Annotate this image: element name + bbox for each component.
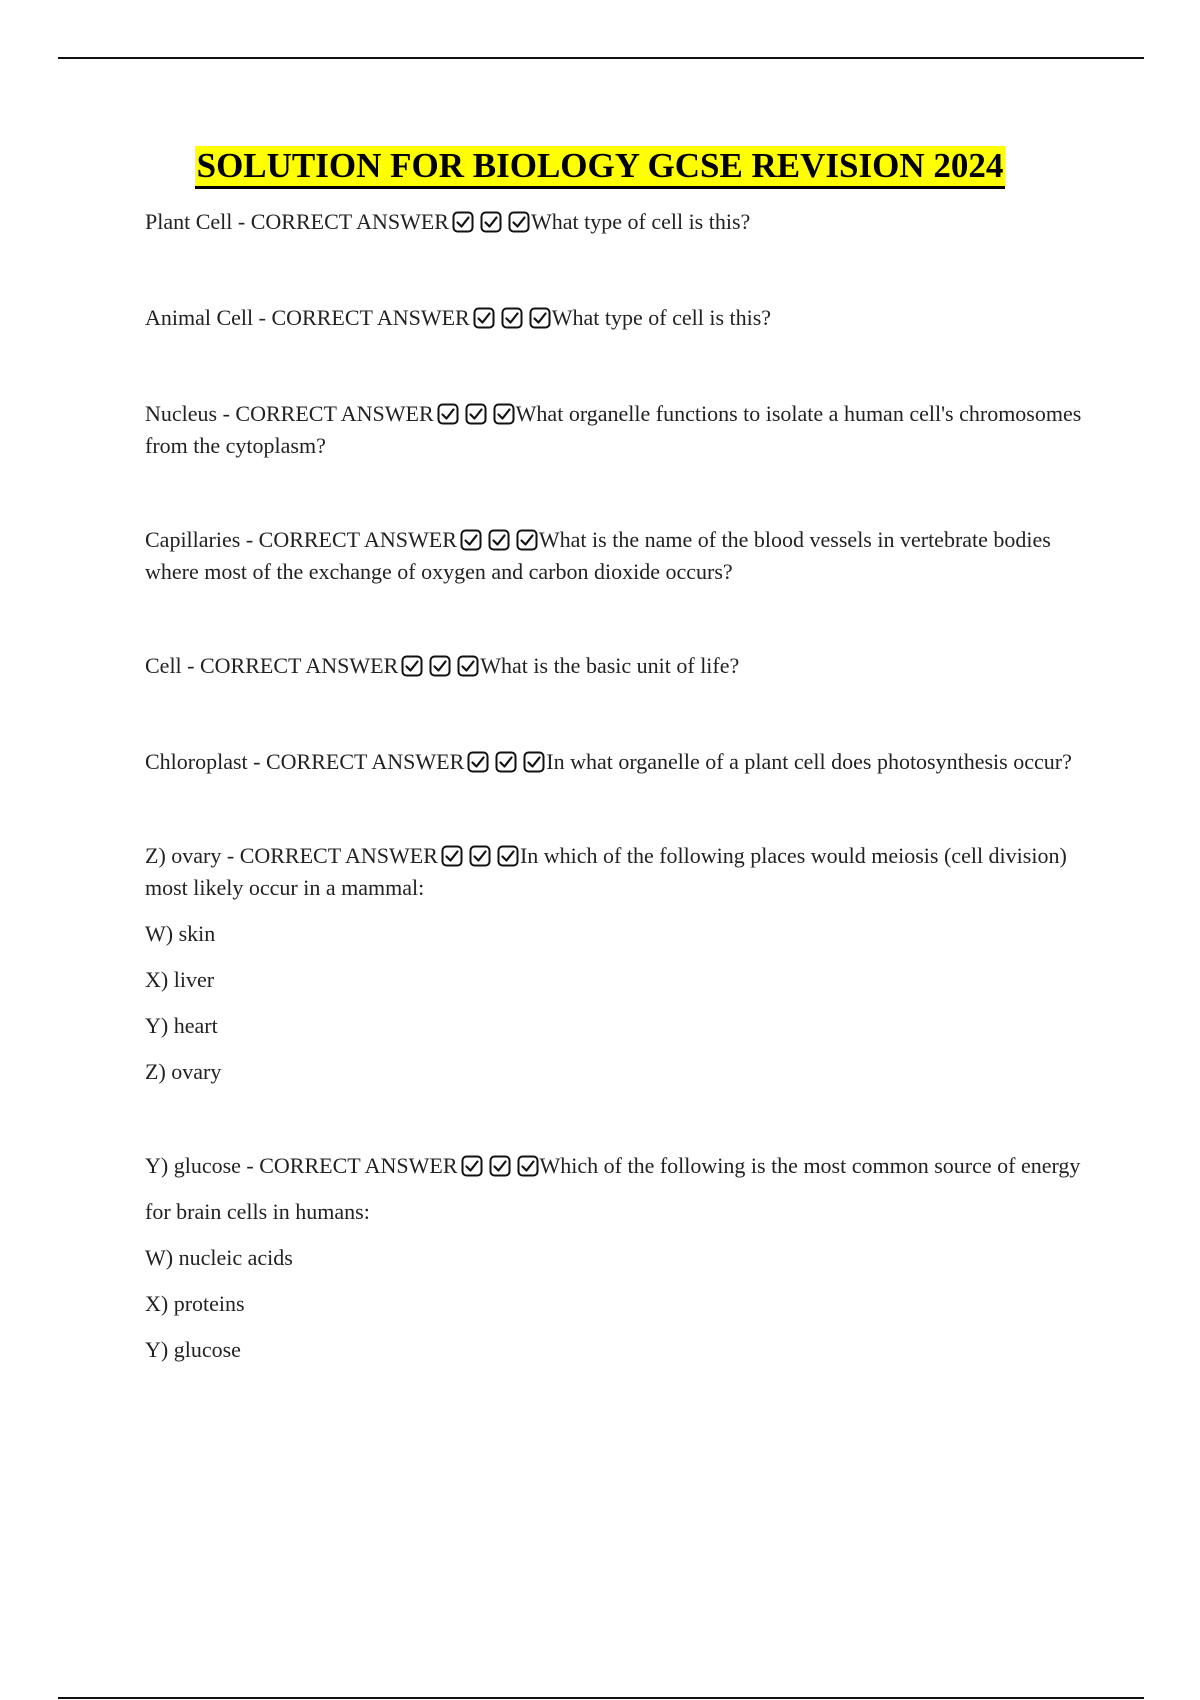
question-text: What is the basic unit of life?	[480, 653, 740, 678]
question-text: Which of the following is the most common source of energy	[539, 1153, 1081, 1178]
checkbox-checked-icon	[493, 403, 515, 425]
checkbox-checked-icon	[469, 845, 491, 867]
checkbox-checked-icon	[461, 1155, 483, 1177]
answer-text: Cell	[145, 653, 182, 678]
checkbox-checked-icon	[495, 751, 517, 773]
checkbox-checked-icon	[473, 307, 495, 329]
check-marks	[473, 307, 551, 329]
answer-text: Y) glucose	[145, 1153, 241, 1178]
answer-text: Plant Cell	[145, 209, 233, 234]
question-text: In which of the following places would meiosis (cell division) most likely occur in a mammal:	[145, 843, 1067, 900]
check-marks	[467, 751, 545, 773]
checkbox-checked-icon	[488, 529, 510, 551]
question-text: What type of cell is this?	[530, 209, 751, 234]
checkbox-checked-icon	[497, 845, 519, 867]
qa-entry	[145, 302, 1100, 334]
checkbox-checked-icon	[401, 655, 423, 677]
qa-entry	[145, 840, 1100, 904]
checkbox-checked-icon	[508, 211, 530, 233]
checkbox-checked-icon	[465, 403, 487, 425]
answer-text: Nucleus	[145, 401, 218, 426]
answer-text: Chloroplast	[145, 749, 248, 774]
option-item: W) skin	[145, 921, 216, 946]
qa-entry	[145, 650, 1100, 682]
question-continuation: for brain cells in humans:	[145, 1199, 370, 1224]
answer-tag: CORRECT ANSWER	[259, 1153, 458, 1178]
answer-tag: CORRECT ANSWER	[271, 305, 470, 330]
separator: -	[181, 653, 200, 678]
separator: -	[221, 843, 240, 868]
check-marks	[460, 529, 538, 551]
checkbox-checked-icon	[480, 211, 502, 233]
qa-entry	[145, 1150, 1100, 1182]
checkbox-checked-icon	[460, 529, 482, 551]
qa-entry	[145, 524, 1100, 588]
checkbox-checked-icon	[429, 655, 451, 677]
check-marks	[441, 845, 519, 867]
bottom-rule	[58, 1697, 1144, 1699]
check-marks	[437, 403, 515, 425]
checkbox-checked-icon	[529, 307, 551, 329]
answer-text: Animal Cell	[145, 305, 254, 330]
option-item: W) nucleic acids	[145, 1245, 293, 1270]
checkbox-checked-icon	[523, 751, 545, 773]
answer-tag: CORRECT ANSWER	[235, 401, 434, 426]
question-text: What organelle functions to isolate a human cell's chromosomes from the cytoplasm?	[145, 401, 1082, 458]
qa-entry	[145, 746, 1100, 778]
question-text: What type of cell is this?	[551, 305, 772, 330]
checkbox-checked-icon	[467, 751, 489, 773]
separator: -	[217, 401, 236, 426]
answer-tag: CORRECT ANSWER	[266, 749, 465, 774]
check-marks	[461, 1155, 539, 1177]
document-title: SOLUTION FOR BIOLOGY GCSE REVISION 2024	[195, 146, 1006, 189]
check-marks	[452, 211, 530, 233]
option-item: X) liver	[145, 967, 215, 992]
top-rule	[58, 57, 1144, 59]
check-marks	[401, 655, 479, 677]
title-container	[0, 146, 1200, 189]
option-item: Y) glucose	[145, 1337, 241, 1362]
question-text: What is the name of the blood vessels in vertebrate bodies where most of the exchange of oxygen and carbon dioxide occurs?	[145, 527, 1051, 584]
option-item: Z) ovary	[145, 1059, 222, 1084]
answer-tag: CORRECT ANSWER	[258, 527, 457, 552]
checkbox-checked-icon	[489, 1155, 511, 1177]
option-item: Y) heart	[145, 1013, 218, 1038]
checkbox-checked-icon	[437, 403, 459, 425]
document-body	[145, 206, 1100, 1366]
qa-entry	[145, 206, 1100, 238]
answer-tag: CORRECT ANSWER	[239, 843, 438, 868]
question-text: In what organelle of a plant cell does photosynthesis occur?	[546, 749, 1072, 774]
checkbox-checked-icon	[452, 211, 474, 233]
separator: -	[240, 527, 259, 552]
answer-tag: CORRECT ANSWER	[250, 209, 449, 234]
answer-text: Z) ovary	[145, 843, 222, 868]
option-item: X) proteins	[145, 1291, 245, 1316]
checkbox-checked-icon	[457, 655, 479, 677]
separator: -	[253, 305, 272, 330]
separator: -	[240, 1153, 260, 1178]
separator: -	[247, 749, 266, 774]
checkbox-checked-icon	[517, 1155, 539, 1177]
answer-tag: CORRECT ANSWER	[200, 653, 399, 678]
checkbox-checked-icon	[501, 307, 523, 329]
qa-entry	[145, 398, 1100, 462]
checkbox-checked-icon	[441, 845, 463, 867]
answer-text: Capillaries	[145, 527, 241, 552]
checkbox-checked-icon	[516, 529, 538, 551]
separator: -	[232, 209, 251, 234]
